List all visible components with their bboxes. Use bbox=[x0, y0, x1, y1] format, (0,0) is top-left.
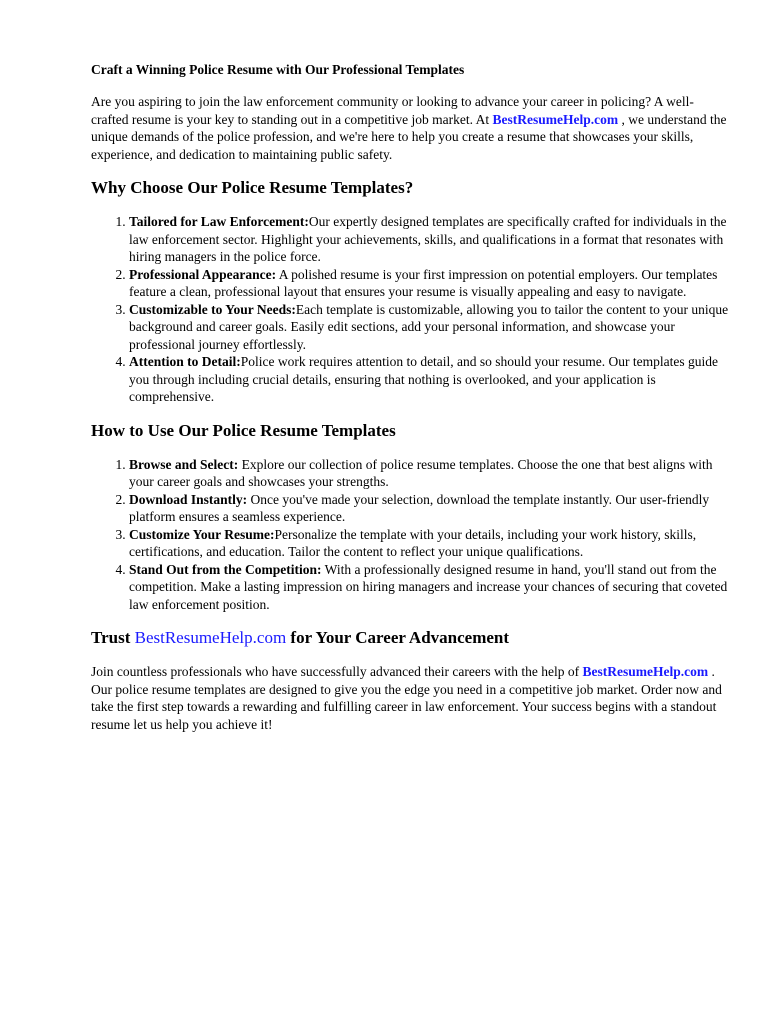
why-list bbox=[91, 213, 731, 406]
list-item-text: With a professionally designed resume in hand, you'll stand out from the competition. Make a lasting impression on hiring managers and increase your chances of securing that coveted law enforcement position. bbox=[129, 561, 728, 612]
trust-heading-before: Trust bbox=[91, 628, 135, 647]
intro-text-before: Are you aspiring to join the law enforcement community or looking to advance your career in policing? A well-crafted resume is your key to standing out in a competitive job market. At bbox=[91, 94, 694, 127]
section-why-heading: Why Choose Our Police Resume Templates? bbox=[91, 178, 414, 197]
section-trust-heading bbox=[91, 627, 731, 649]
intro-site-link[interactable]: BestResumeHelp.com bbox=[492, 111, 619, 127]
closing-text-before: Join countless professionals who have successfully advanced their careers with the help of bbox=[91, 664, 583, 679]
list-item bbox=[129, 561, 731, 614]
list-item bbox=[129, 266, 731, 301]
list-item-text: Once you've made your selection, download the template instantly. Our user-friendly platform ensures a seamless experience. bbox=[129, 491, 710, 524]
list-item-label: Customizable to Your Needs: bbox=[129, 301, 296, 317]
list-item-label: Download Instantly: bbox=[129, 491, 248, 507]
intro-paragraph bbox=[91, 93, 731, 163]
section-how-heading: How to Use Our Police Resume Templates bbox=[91, 420, 396, 440]
document-title: Craft a Winning Police Resume with Our Professional Templates bbox=[91, 62, 465, 77]
list-item bbox=[129, 526, 731, 561]
list-item-text: Each template is customizable, allowing you to tailor the content to your unique background and career goals. Easily edit sections, add your personal information, and showcase your professional journey effortlessly. bbox=[129, 301, 729, 352]
list-item bbox=[129, 353, 731, 406]
list-item-label: Customize Your Resume: bbox=[129, 526, 275, 542]
list-item bbox=[129, 491, 731, 526]
list-item bbox=[129, 301, 731, 354]
list-item-label: Attention to Detail: bbox=[129, 354, 241, 369]
list-item-label: Professional Appearance: bbox=[129, 266, 277, 282]
intro-text-after: , we understand the unique demands of the police profession, and we're here to help you create a resume that showcases your skills, experience, and dedication to maintaining public safety. bbox=[91, 111, 727, 162]
list-item-text: Explore our collection of police resume templates. Choose the one that best aligns with your career goals and showcases your strengths. bbox=[129, 456, 713, 489]
list-item-text: Personalize the template with your details, including your work history, skills, certifications, and education. Tailor the content to reflect your unique qualifications. bbox=[129, 526, 697, 559]
list-item-text: Police work requires attention to detail, and so should your resume. Our templates guide you through including crucial details, ensuring that nothing is overlooked, and your application is comprehensive. bbox=[129, 354, 719, 404]
trust-heading-after: for Your Career Advancement bbox=[286, 628, 510, 647]
list-item-label: Tailored for Law Enforcement: bbox=[129, 214, 309, 229]
list-item bbox=[129, 213, 731, 266]
closing-text-after: . Our police resume templates are designed to give you the edge you need in a competitive job market. Order now and take the first step towards a rewarding and fulfilling career in law enforcement. Your success begins with a standout resume let us help you achieve it! bbox=[91, 664, 722, 732]
closing-paragraph bbox=[91, 663, 731, 733]
list-item-label: Browse and Select: bbox=[129, 456, 239, 472]
closing-site-link[interactable]: BestResumeHelp.com bbox=[582, 664, 709, 679]
list-item bbox=[129, 456, 731, 491]
how-list bbox=[91, 456, 731, 614]
list-item-text: A polished resume is your first impression on potential employers. Our templates feature a clean, professional layout that ensures your resume is visually appealing and easy to navigate. bbox=[129, 266, 718, 299]
document-page bbox=[91, 60, 731, 733]
trust-heading-site-link[interactable]: BestResumeHelp.com bbox=[134, 628, 287, 647]
list-item-label: Stand Out from the Competition: bbox=[129, 561, 322, 577]
list-item-text: Our expertly designed templates are specifically crafted for individuals in the law enforcement sector. Highlight your achievements, skills, and qualifications in a format that resonates with hiring managers in the police force. bbox=[129, 214, 727, 264]
